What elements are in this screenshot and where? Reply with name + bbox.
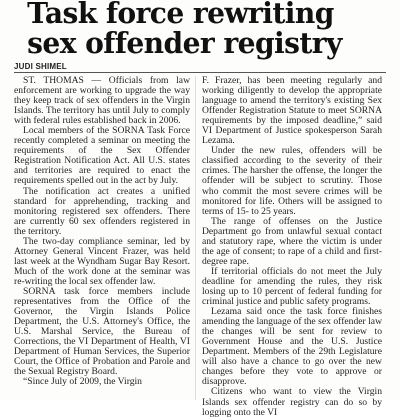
paragraph: The notification act creates a unified standard for apprehending, tracking and monitoring registered sex offenders. There are currently 60 sex offenders registered in the territory. [14,185,190,237]
paragraph: Local members of the SORNA Task Force recently completed a seminar on meeting the requirements of the Sex Offender Registration Notification Act. All U.S. states and territories are required to enact the requirements spelled out in the act by July. [14,125,190,187]
paragraph: The two-day compliance seminar, led by Attorney General Vincent Frazer, was held last week at the Wyndham Sugar Bay Resort. Much of the work done at the seminar was re-writing the local sex offender law. [14,235,190,287]
paragraph: Citizens who want to view the Virgin Islands sex offender registry can do so by logging onto the VI [202,386,382,418]
paragraph: F. Frazer, has been meeting regularly and working diligently to develop the appropriate language to amend the territory's existing Sex Offender Registration Statute to meet SORNA requirements by the imposed deadline,” said VI Department of Justice spokesperson Sarah Lezama. [202,75,382,147]
column-gutter [195,76,196,400]
article-column-left [14,76,190,400]
paragraph: ST. THOMAS — Officials from law enforcement are working to upgrade the way they keep track of sex offenders in the Virgin Islands. The territory has until July to comply with federal rules established back in 2006. [14,75,190,127]
paragraph: Lezama said once the task force finishes amending the language of the sex offender law the changes will be sent for review to Government House and the U.S. Justice Department. Members of the 29th Legislature will also have a chance to go over the new changes before they vote to approve or disapprove. [202,306,382,388]
paragraph: The range of offenses on the Justice Department go from unlawful sexual contact and statutory rape, where the victim is under the age of consent; to rape of a child and first-degree rape. [202,215,382,267]
paragraph: “Since July of 2009, the Virgin [23,376,142,388]
byline-rule [14,72,386,73]
paragraph: If territorial officials do not meet the July deadline for amending the rules, they risk losing up to 10 percent of federal funding for criminal justice and public safety programs. [202,265,382,308]
paragraph: SORNA task force members include representatives from the Office of the Governor, the Virgin Islands Police Department, the U.S. Attorney's Office, the U.S. Marshal Service, the Bureau of Corrections, the VI Department of Health, VI Department of Human Services, the Superior Court, the Office of Probation and Parole and the Sexual Registry Board. [14,285,190,378]
article-column-right [202,75,382,418]
headline: Task force rewriting sex offender registry [27,0,342,60]
paragraph: Under the new rules, offenders will be classified according to the severity of their crimes. The harsher the offense, the longer the offender will be subject to scrutiny. Those who commit the most severe crimes will be monitored for life. Others will be assigned to terms of 15- to 25 years. [202,145,382,217]
byline: JUDI SHIMEL [14,62,67,71]
